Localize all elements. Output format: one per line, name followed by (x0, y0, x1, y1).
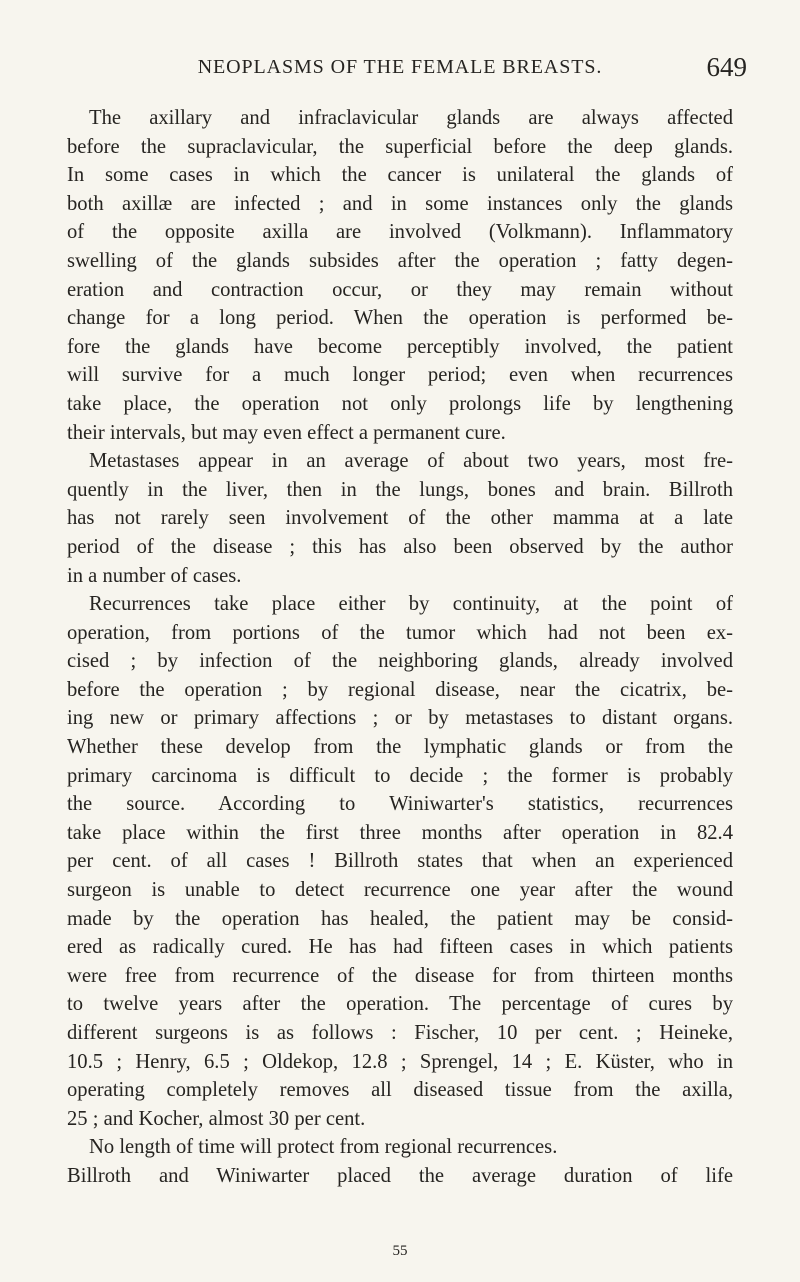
text-line: both axillæ are infected ; and in some instances only the glands (67, 192, 733, 215)
text-line: of the opposite axilla are involved (Volkmann). Inflammatory (67, 221, 733, 244)
text-line: will survive for a much longer period; even when recurrences (67, 364, 733, 387)
text-line: Billroth and Winiwarter placed the average duration of life (67, 1164, 733, 1187)
text-line: before the operation ; by regional disease, near the cicatrix, be- (67, 678, 733, 701)
text-line: operating completely removes all diseased tissue from the axilla, (67, 1079, 733, 1102)
text-line: per cent. of all cases ! Billroth states that when an experienced (67, 850, 733, 873)
text-line: operation, from portions of the tumor which had not been ex- (67, 621, 733, 644)
running-head (0, 52, 800, 86)
page-number: 649 (706, 52, 747, 82)
text-line: take place within the first three months after operation in 82.4 (67, 821, 733, 844)
text-line: In some cases in which the cancer is unilateral the glands of (67, 164, 733, 187)
text-line: fore the glands have become perceptibly involved, the patient (67, 335, 733, 358)
text-line: to twelve years after the operation. The percentage of cures by (67, 993, 733, 1016)
text-line: before the supraclavicular, the superficial before the deep glands. (67, 135, 733, 158)
text-line: The axillary and infraclavicular glands are always affected (89, 107, 733, 129)
text-line: 10.5 ; Henry, 6.5 ; Oldekop, 12.8 ; Sprengel, 14 ; E. Küster, who in (67, 1050, 733, 1073)
text-line: period of the disease ; this has also been observed by the author (67, 535, 733, 558)
body-text (67, 104, 733, 1191)
text-line: in a number of cases. (67, 564, 242, 587)
text-line: were free from recurrence of the disease for from thirteen months (67, 964, 733, 987)
text-line: change for a long period. When the operation is performed be- (67, 307, 733, 330)
text-line: Whether these develop from the lymphatic glands or from the (67, 736, 733, 759)
text-line: ered as radically cured. He has had fifteen cases in which patients (67, 936, 733, 959)
text-line: Recurrences take place either by continuity, at the point of (89, 593, 733, 616)
text-line: their intervals, but may even effect a permanent cure. (67, 421, 506, 444)
text-line: the source. According to Winiwarter's statistics, recurrences (67, 793, 733, 816)
text-line: eration and contraction occur, or they may remain without (67, 278, 733, 301)
text-line: No length of time will protect from regional recurrences. (89, 1136, 558, 1159)
text-line: swelling of the glands subsides after the operation ; fatty degen- (67, 249, 733, 272)
text-line: cised ; by infection of the neighboring glands, already involved (67, 650, 733, 673)
text-line: made by the operation has healed, the patient may be consid- (67, 907, 733, 930)
signature-mark: 55 (392, 1243, 408, 1259)
text-line: primary carcinoma is difficult to decide ; the former is probably (67, 764, 733, 787)
text-line: take place, the operation not only prolongs life by lengthening (67, 392, 733, 415)
text-line: ing new or primary affections ; or by metastases to distant organs. (67, 707, 733, 730)
text-line: surgeon is unable to detect recurrence one year after the wound (67, 879, 733, 902)
text-line: different surgeons is as follows : Fischer, 10 per cent. ; Heineke, (67, 1022, 733, 1044)
text-line: has not rarely seen involvement of the other mamma at a late (67, 507, 733, 530)
text-line: 25 ; and Kocher, almost 30 per cent. (67, 1107, 366, 1130)
running-title: NEOPLASMS OF THE FEMALE BREASTS. (197, 56, 603, 78)
text-line: Metastases appear in an average of about two years, most fre- (89, 450, 733, 473)
text-line: quently in the liver, then in the lungs, bones and brain. Billroth (67, 478, 733, 501)
